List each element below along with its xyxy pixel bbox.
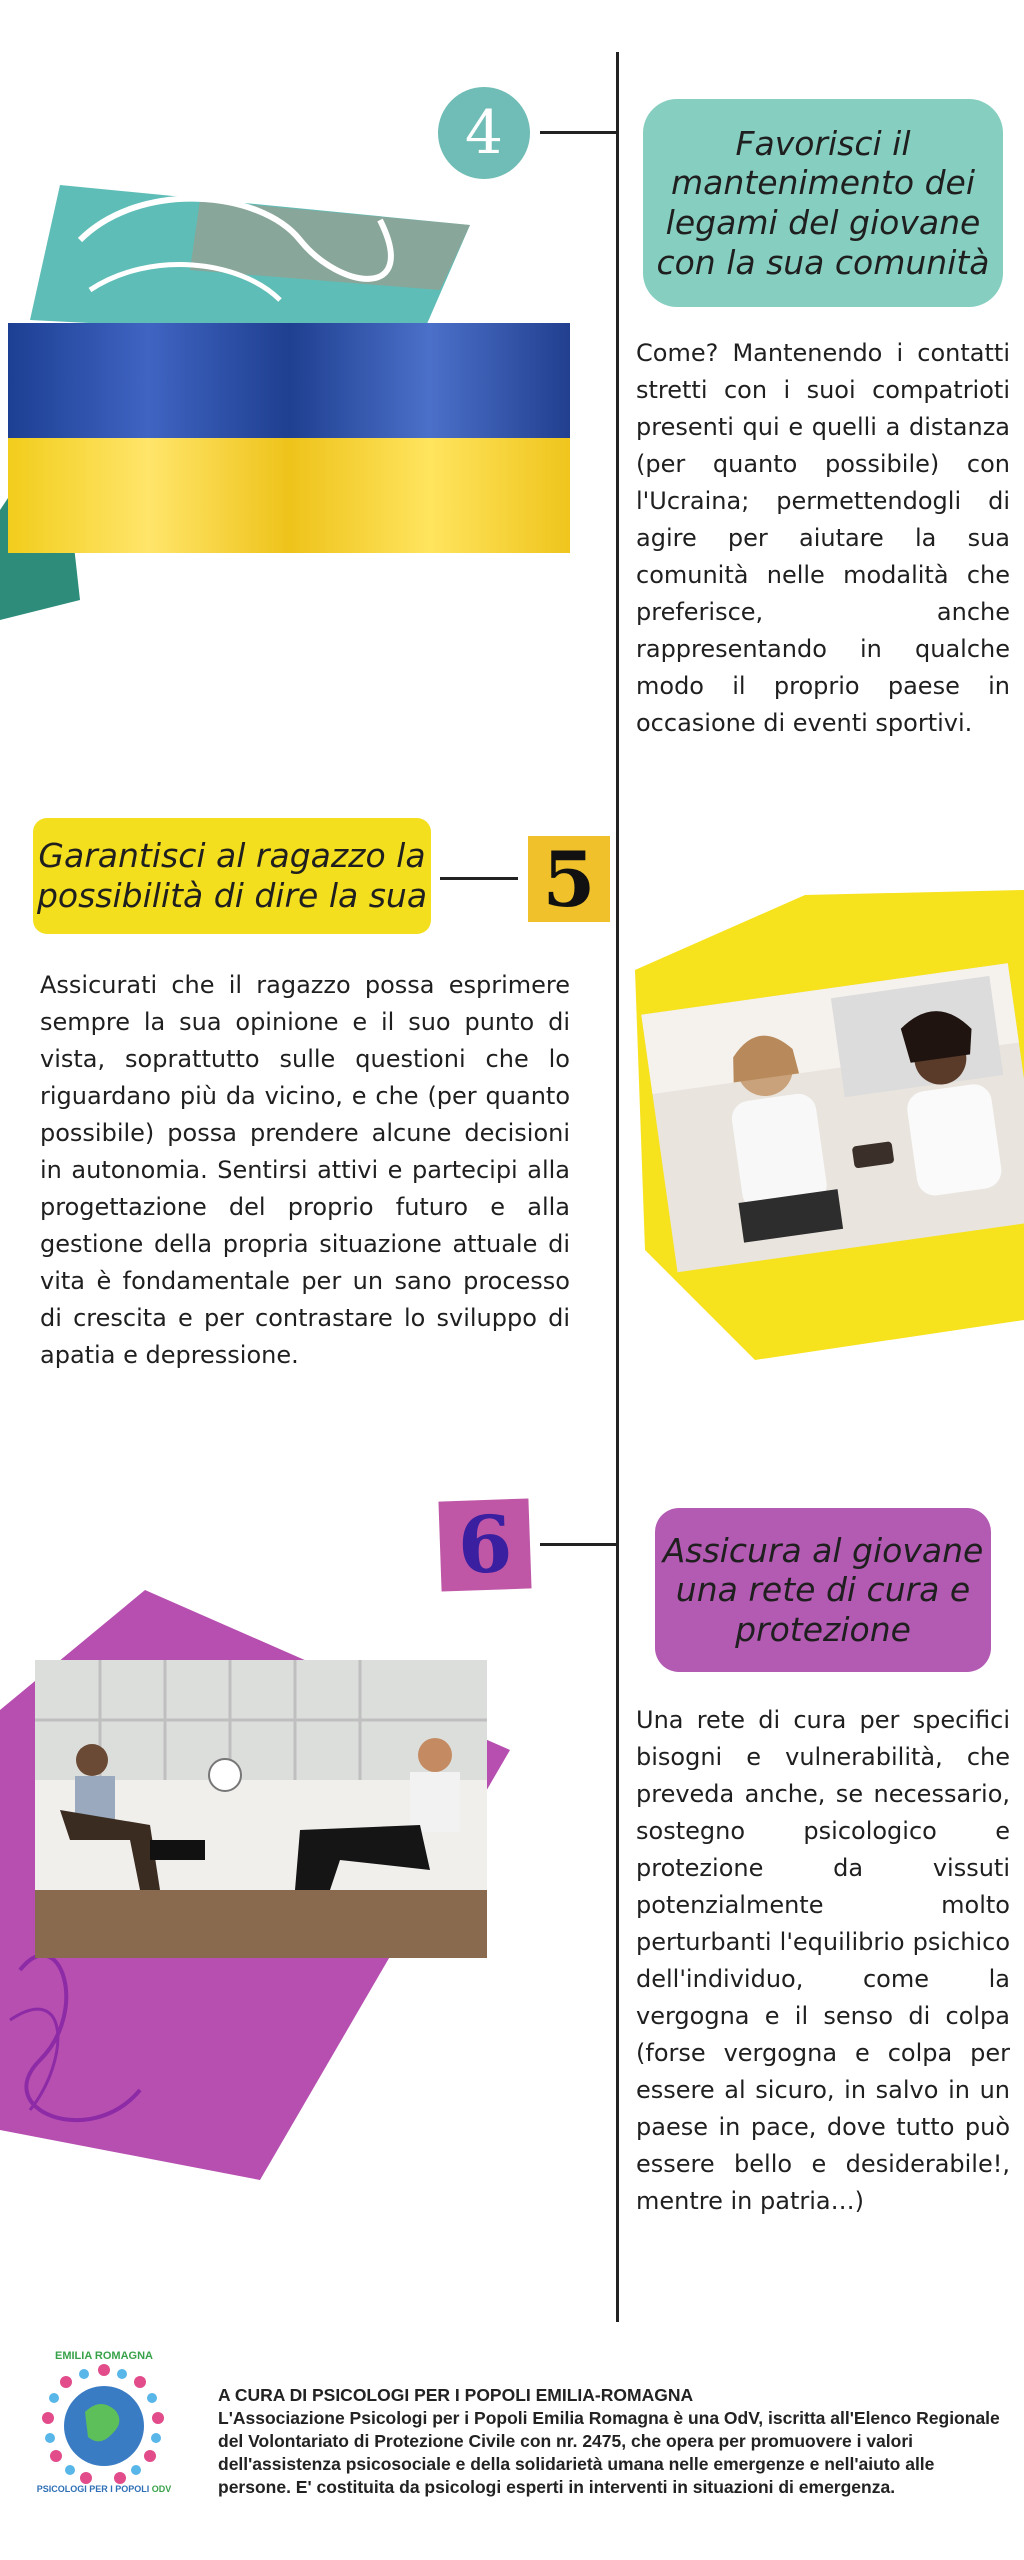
section-5-body: Assicurati che il ragazzo possa esprimere sempre la sua opinione e il suo punto di vista, soprattutto sulle questioni che lo riguardano più da vicino, e che (per quanto possibile) possa prendere alcune decisioni in autonomia. Sentirsi attivi e partecipi alla progettazione del proprio futuro e alla gestione della propria situazione attuale di vita è fondamentale per un sano processo di crescita e per contrastare lo sviluppo di apatia e depressione. bbox=[40, 971, 570, 1369]
step-number-6: 6 bbox=[438, 1498, 531, 1591]
step-number-4: 4 bbox=[438, 87, 530, 179]
footer-text-block bbox=[218, 2384, 1008, 2499]
section-4-body: Come? Mantenendo i contatti stretti con i suoi compatrioti presenti qui e quelli a distanza (per quanto possibile) con l'Ucraina; permettendogli di agire per aiutare la sua comunità nelle modalità che preferisce, anche rappresentando in qualche modo il proprio paese in occasione di eventi sportivi. bbox=[636, 339, 1010, 737]
footer-description: L'Associazione Psicologi per i Popoli Emilia Romagna è una OdV, iscritta all'Elenco Regionale del Volontariato di Protezione Civile con nr. 2475, che opera per promuovere i valori dell'assistenza psicosociale e della solidarietà umana nelle emergenze e nell'aiuto alle persone. E' costituita da psicologi esperti in interventi in situazioni di emergenza. bbox=[218, 2408, 1000, 2497]
logo-bottom-text bbox=[30, 2484, 178, 2494]
section-5-title: Garantisci al ragazzo la possibilità di dire la sua bbox=[33, 818, 431, 934]
section-6-title: Assicura al giovane una rete di cura e protezione bbox=[655, 1508, 991, 1672]
connector-line-6 bbox=[540, 1543, 616, 1546]
section-4-title: Favorisci il mantenimento dei legami del giovane con la sua comunità bbox=[643, 99, 1003, 307]
connector-line-5 bbox=[440, 877, 518, 880]
ukraine-flag-image bbox=[0, 180, 580, 630]
step-number-5: 5 bbox=[528, 836, 610, 922]
therapy-photo bbox=[0, 1590, 560, 2190]
connector-line-4 bbox=[540, 131, 616, 134]
logo-top-text: EMILIA ROMAGNA bbox=[55, 2350, 153, 2362]
timeline-vertical-line bbox=[616, 52, 619, 2322]
logo-bottom-label: PSICOLOGI PER I POPOLI bbox=[36, 2484, 150, 2494]
meeting-photo bbox=[625, 890, 1024, 1370]
section-6-body: Una rete di cura per specifici bisogni e vulnerabilità, che preveda anche, se necessario, sostegno psicologico e protezione da vissuti potenzialmente molto perturbanti l'equilibrio psichico dell'individuo, come la vergogna e il senso di colpa (forse vergogna e colpa per essere al sicuro, in salvo in un paese in pace, dove tutto può essere bello e desiderabile!, mentre in patria…) bbox=[636, 1706, 1010, 2215]
logo-badge: ODV bbox=[151, 2484, 172, 2494]
psicologi-per-i-popoli-logo bbox=[30, 2352, 178, 2500]
footer-heading: A CURA DI PSICOLOGI PER I POPOLI EMILIA-ROMAGNA bbox=[218, 2385, 694, 2405]
